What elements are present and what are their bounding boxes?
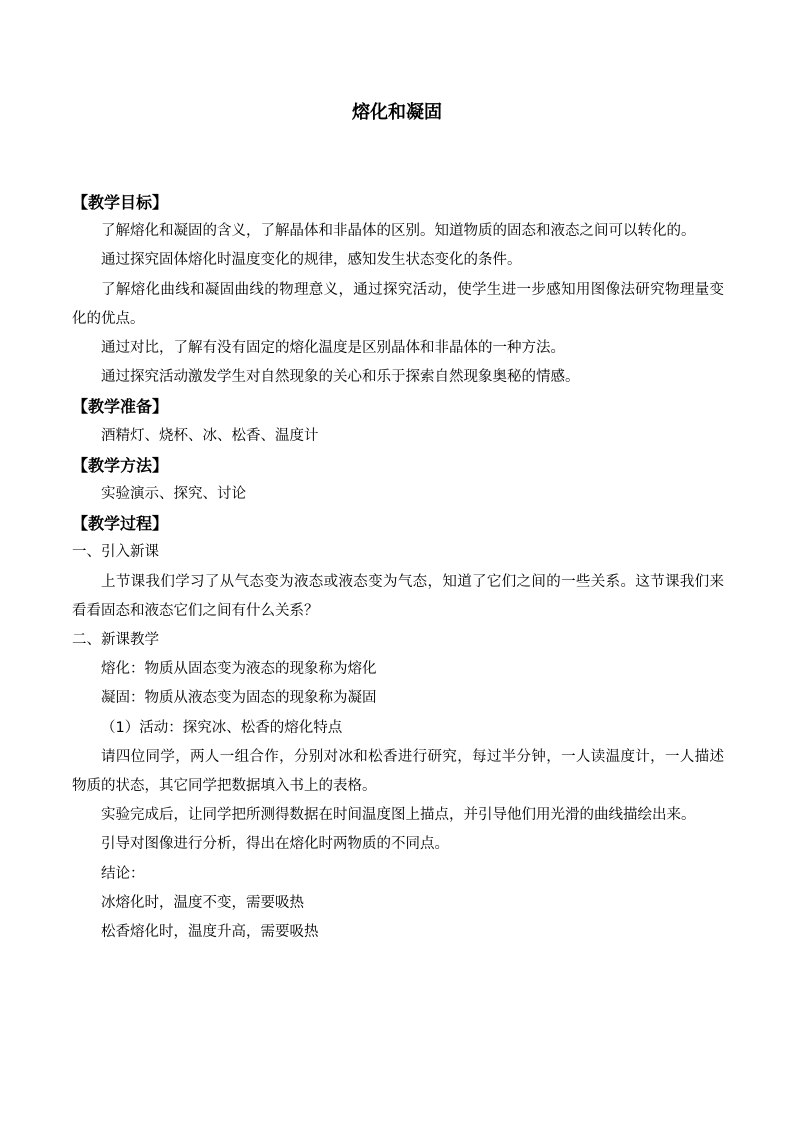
method-text: 实验演示、探究、讨论 bbox=[101, 486, 246, 503]
conclusion-ice: 冰熔化时，温度不变，需要吸热 bbox=[101, 894, 304, 911]
section-heading-prep: 【教学准备】 bbox=[72, 397, 169, 417]
document-body bbox=[72, 188, 724, 947]
activity-title: （1）活动：探究冰、松香的熔化特点 bbox=[101, 719, 343, 736]
section-heading-process: 【教学过程】 bbox=[72, 514, 169, 534]
prep-text: 酒精灯、烧杯、冰、松香、温度计 bbox=[101, 427, 319, 444]
melting-definition: 熔化：物质从固态变为液态的现象称为熔化 bbox=[101, 661, 377, 678]
process-part2-title: 二、新课教学 bbox=[72, 632, 159, 649]
process-part1-text: 上节课我们学习了从气态变为液态或液态变为气态，知道了它们之间的一些关系。这节课我们来看看固态和液态它们之间有什么关系？ bbox=[72, 573, 724, 619]
activity-text: 请四位同学，两人一组合作，分别对冰和松香进行研究，每过半分钟，一人读温度计，一人描述物质的状态，其它同学把数据填入书上的表格。 bbox=[72, 748, 724, 795]
goal-item: 了解熔化和凝固的含义，了解晶体和非晶体的区别。知道物质的固态和液态之间可以转化的。 bbox=[101, 223, 696, 240]
goal-item: 通过探究活动激发学生对自然现象的关心和乐于探索自然现象奥秘的情感。 bbox=[101, 369, 580, 386]
conclusion-label: 结论： bbox=[101, 865, 145, 882]
activity-text: 实验完成后，让同学把所测得数据在时间温度图上描点，并引导他们用光滑的曲线描绘出来。 bbox=[101, 807, 696, 824]
goal-item: 通过探究固体熔化时温度变化的规律，感知发生状态变化的条件。 bbox=[101, 252, 522, 269]
activity-text: 引导对图像进行分析，得出在熔化时两物质的不同点。 bbox=[101, 836, 449, 853]
solidify-definition: 凝固：物质从液态变为固态的现象称为凝固 bbox=[101, 690, 377, 707]
section-heading-goals: 【教学目标】 bbox=[72, 193, 169, 212]
goal-item: 了解熔化曲线和凝固曲线的物理意义，通过探究活动，使学生进一步感知用图像法研究物理量变化的优点。 bbox=[72, 281, 724, 327]
goal-item: 通过对比，了解有没有固定的熔化温度是区别晶体和非晶体的一种方法。 bbox=[101, 340, 565, 357]
document-title: 熔化和凝固 bbox=[352, 102, 442, 123]
conclusion-rosin: 松香熔化时，温度升高，需要吸热 bbox=[101, 924, 319, 941]
section-heading-method: 【教学方法】 bbox=[72, 455, 169, 475]
process-part1-title: 一、引入新课 bbox=[72, 544, 159, 561]
